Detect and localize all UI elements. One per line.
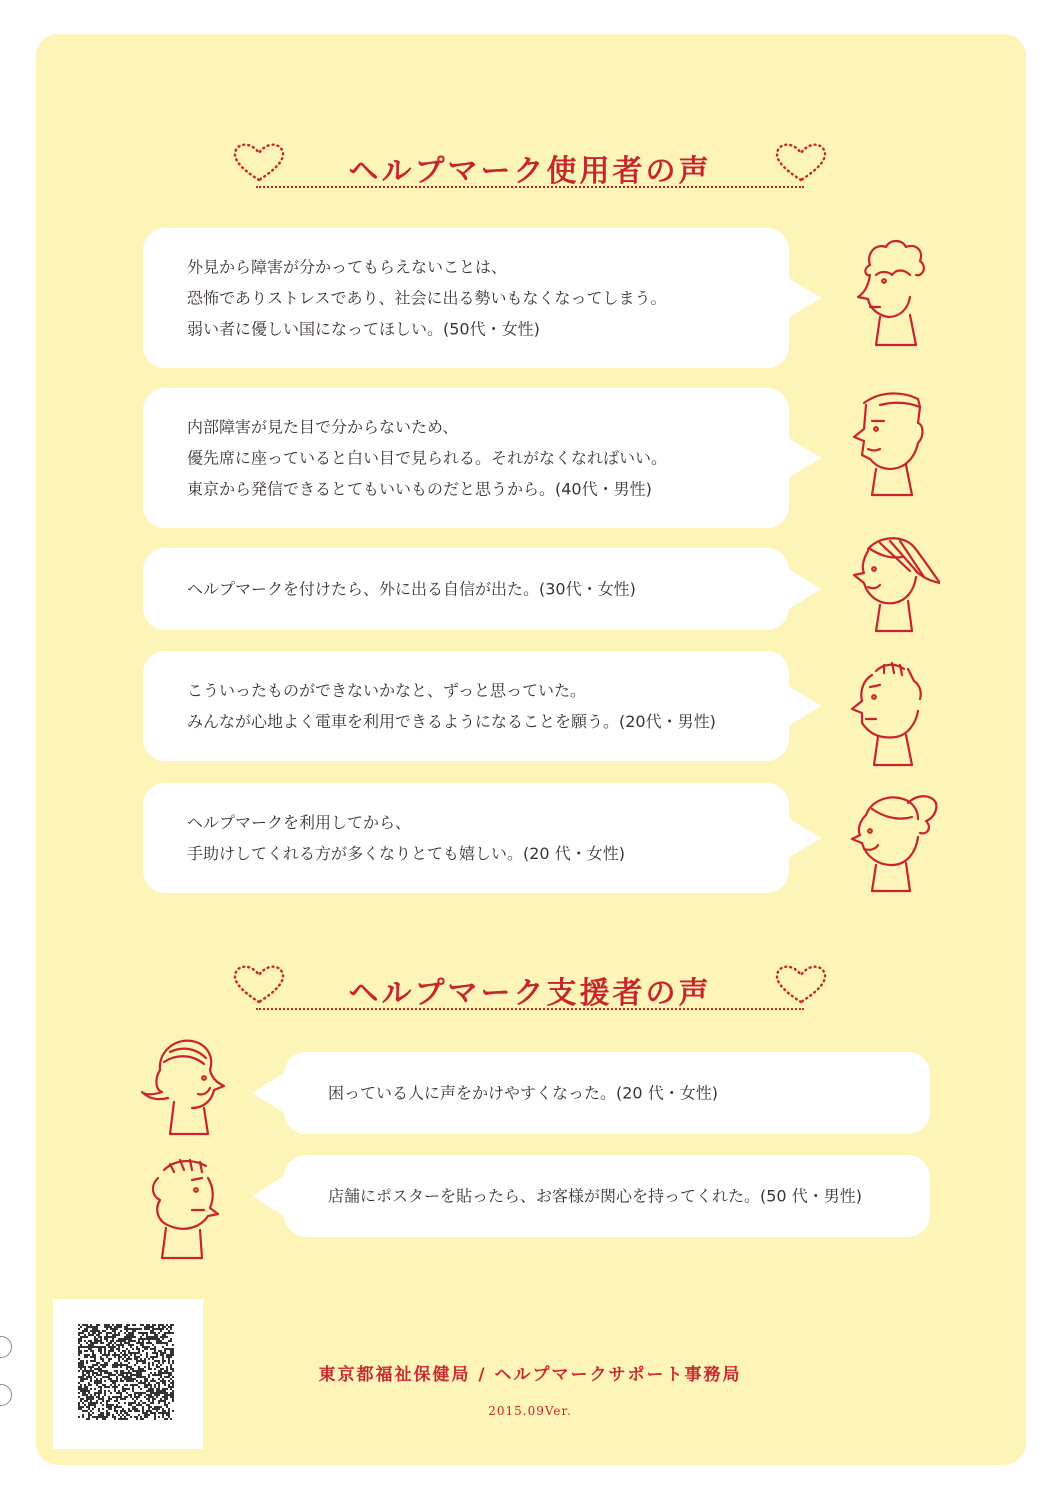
quote-bubble — [143, 783, 789, 893]
users-heading — [230, 140, 830, 200]
quote-bubble — [284, 1052, 930, 1134]
quote-bubble — [143, 388, 789, 528]
long-hair-woman-icon — [840, 527, 940, 647]
young-man-icon — [840, 657, 940, 777]
older-man-icon — [130, 1148, 230, 1268]
qr-code-icon — [53, 1299, 203, 1449]
punch-hole-icon — [0, 1336, 12, 1358]
quote-bubble — [143, 228, 789, 368]
man-short-hair-icon — [840, 385, 940, 505]
footer-organization: 東京都福祉保健局 / ヘルプマークサポート事務局 — [318, 1365, 742, 1385]
quote-bubble — [143, 548, 789, 630]
curly-hair-woman-icon — [840, 235, 940, 355]
ponytail-woman-icon — [840, 785, 940, 905]
quote-text: 店舗にポスターを貼ったら、お客様が関心を持ってくれた。(50 代・男性) — [328, 1186, 862, 1206]
dotted-rule — [256, 1008, 804, 1010]
quote-text: 外見から障害が分かってもらえないことは、 恐怖でありストレスであり、社会に出る勢いもなくなってしまう。 弱い者に優しい国になってほしい。(50代・女性) — [187, 257, 667, 339]
quote-bubble — [143, 651, 789, 761]
quote-text: こういったものができないかなと、ずっと思っていた。 みんなが心地よく電車を利用できるようになることを願う。(20代・男性) — [187, 681, 716, 731]
quote-text: 困っている人に声をかけやすくなった。(20 代・女性) — [328, 1083, 718, 1103]
quote-text: 内部障害が見た目で分からないため、 優先席に座っていると白い目で見られる。それがなくなればいい。 東京から発信できるとてもいいものだと思うから。(40代・男性) — [187, 417, 668, 499]
quote-text: ヘルプマークを付けたら、外に出る自信が出た。(30代・女性) — [187, 579, 636, 599]
supporters-heading — [230, 962, 830, 1022]
quote-bubble — [284, 1155, 930, 1237]
quote-text: ヘルプマークを利用してから、 手助けしてくれる方が多くなりとても嬉しい。(20 代・女性) — [187, 813, 625, 863]
users-title: ヘルプマーク使用者の声 — [348, 154, 712, 189]
punch-hole-icon — [0, 1384, 12, 1406]
dotted-rule — [256, 186, 804, 188]
supporters-title: ヘルプマーク支援者の声 — [348, 976, 712, 1011]
short-hair-woman-icon — [130, 1030, 230, 1150]
heart-icon — [772, 140, 830, 186]
heart-icon — [772, 962, 830, 1008]
footer-version: 2015.09Ver. — [488, 1404, 572, 1418]
